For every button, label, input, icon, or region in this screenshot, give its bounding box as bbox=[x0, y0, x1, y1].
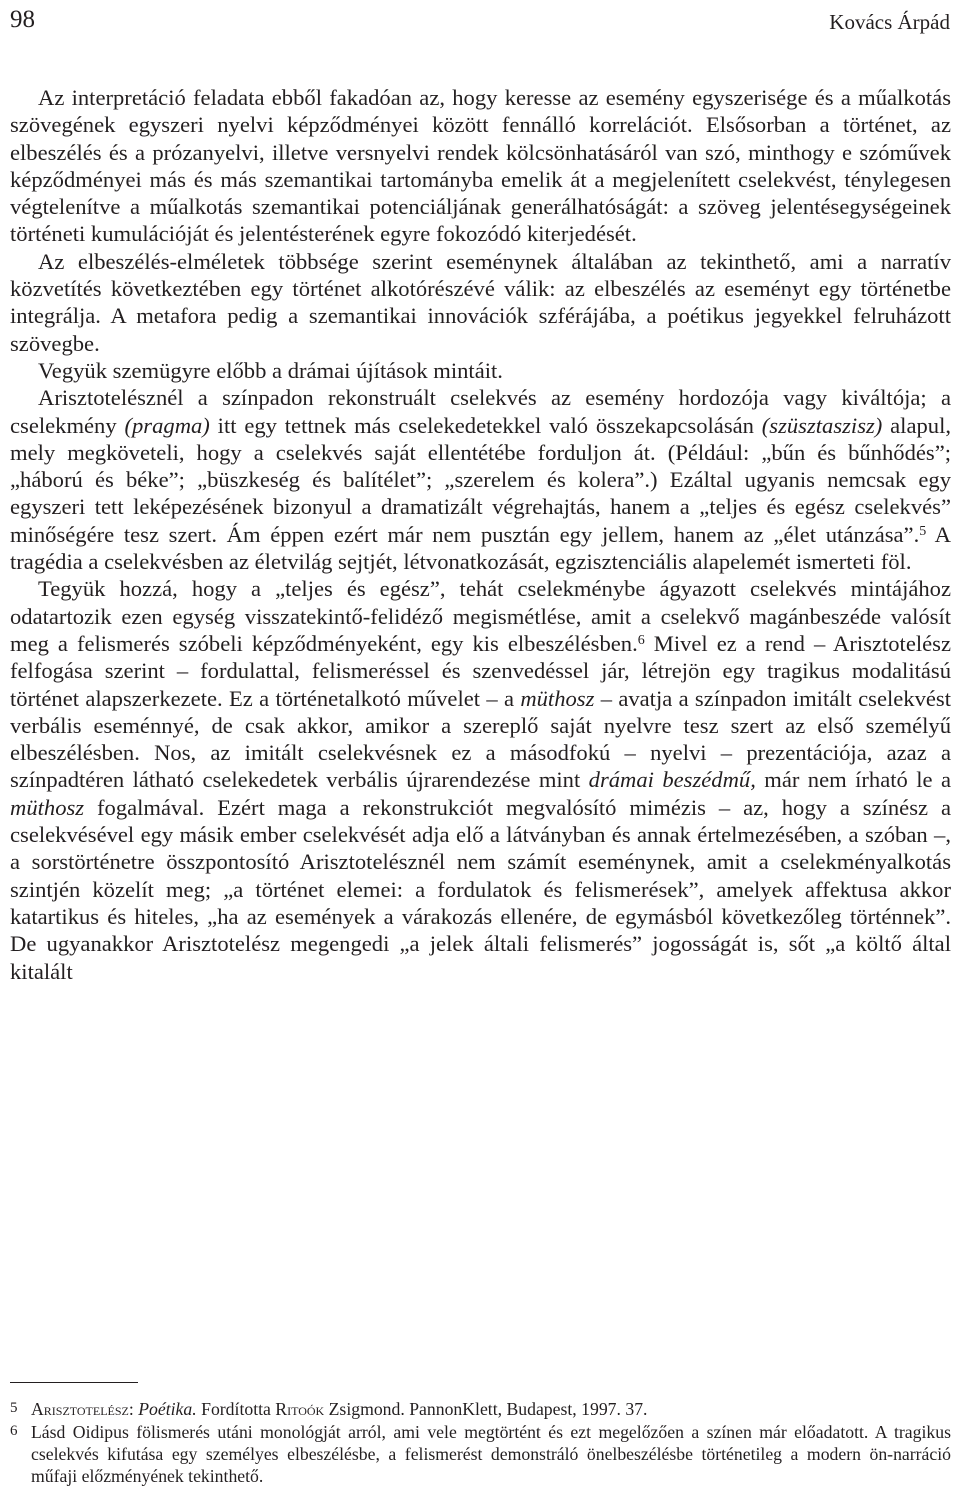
paragraph bbox=[10, 357, 951, 384]
page-number: 98 bbox=[10, 6, 35, 33]
footnote-separator bbox=[10, 1382, 138, 1383]
text-run: már nem írható le a bbox=[755, 767, 951, 793]
footnote-number: 5 bbox=[10, 1400, 18, 1416]
italic-term: müthosz bbox=[520, 685, 595, 711]
author-name: Arisztotelész bbox=[31, 1399, 129, 1419]
paragraph bbox=[10, 84, 951, 248]
text-run: – avatja a színpadon imitált cselekvést verbális eseménnyé, de csak akkor, amikor a szereplő saját nyelvre tesz szert az első személyű elbeszélésben. Nos, az imitált cselekvésnek ez a másodfokú – nyelvi – prezentációja, azaz a színpadtéren látható cselekedetek verbális újrarendezése mint bbox=[10, 685, 951, 793]
footnote bbox=[10, 1420, 951, 1487]
paragraph bbox=[10, 575, 951, 984]
italic-term: müthosz bbox=[10, 794, 85, 820]
page-header bbox=[0, 6, 960, 38]
text-run: Lásd Oidipus fölismerés utáni monológját arról, ami vele megtörtént és ezt megelőzően a színen már előadatott. A tragikus cselekvés kifutása egy személyes elbeszélésbe, a felismerést demonstráló önelbeszélésbe történetileg a modern ön-narráció műfaji előzményének tekinthető. bbox=[31, 1422, 951, 1486]
body-text bbox=[10, 84, 951, 985]
text-run: Vegyük szemügyre előbb a drámai újítások mintáit. bbox=[38, 357, 503, 383]
text-run: fogalmával. Ezért maga a rekonstrukciót megvalósító mimézis – az, hogy a színész a cselekvésével egy másik ember cselekvését adja elő a látványban és annak értelmezésében, a szóban –, a sorstörténetre összpontosító Arisztotelésznél nem számít eseménynek, amit a cselekményalkotás szintjén közelít meg; „a történet elemei: a fordulatok és felismerések”, amelyek affektusa akkor katartikus és hiteles, „ha az események a várakozás ellenére, de egymásból következőleg történnek”. De ugyanakkor Arisztotelész megengedi „a jelek általi felismerés” jogosságát is, sőt „a költő által kitalált bbox=[10, 794, 951, 984]
footnote-reference: 5 bbox=[919, 523, 927, 539]
text-run: Mivel ez a rend – Arisztotelész felfogása szerint – fordulattal, felismeréssel és szenvedéssel jár, létrejön egy tragikus modalitású történet alapszerkezete. Ez a történetalkotó művelet – a bbox=[10, 630, 951, 711]
text-run: A tragédia a cselekvésben az életvilág sejtjét, létvonatkozását, egzisztenciális alapelemét ismerteti föl. bbox=[10, 521, 951, 575]
footnote bbox=[10, 1397, 951, 1420]
italic-term: (pragma) bbox=[124, 412, 210, 438]
footnote-number: 6 bbox=[10, 1423, 18, 1439]
text-run: Az interpretáció feladata ebből fakadóan az, hogy keresse az esemény egyszerisége és a műalkotás szövegének egyszeri nyelvi képződményei között fennálló korrelációt. Elsősorban a történet, az elbeszélés és a prózanyelvi, illetve versnyelvi rendek kölcsönhatásáról van szó, minthogy e szóművek képződményei más és más szemantikai tartományba emelik át a megjelenített cselekvést, ténylegesen végtelenítve a műalkotás szemantikai potenciáljának generálhatóságát: a szöveg jelentésegységeinek történeti kumulációját és jelentésterének egyre fokozódó kiterjedését. bbox=[10, 85, 951, 247]
text-run: Fordította bbox=[196, 1399, 276, 1419]
text-run: itt egy tettnek más cselekedetekkel való összekapcsolásán bbox=[209, 412, 762, 438]
italic-term: drámai beszédmű, bbox=[588, 767, 756, 793]
text-run: Tegyük hozzá, hogy a „teljes és egész”, tehát cselekménybe ágyazott cselekvés mintájához odatartozik ezen egység visszatekintő-felidéző megismétlése, amit a cselekvő magánbeszéde valósít meg a felismerés szóbeli képződményeként, egy kis elbeszélésben. bbox=[10, 576, 951, 656]
author-name: Ritoók bbox=[275, 1399, 325, 1419]
text-run: Az elbeszélés-elméletek többsége szerint eseménynek általában az tekinthető, ami a narratív közvetítés következtében egy történet alkotórészévé válik: az elbeszélés az eseményt egy történetbe integrálja. A metafora pedig a szemantikai innovációk szférájába, a poétikus jegyekkel felruházott szövegbe. bbox=[10, 248, 951, 356]
text-run: Arisztotelésznél a színpadon rekonstruált cselekvés az esemény hordozója vagy kiváltója; a cselekmény bbox=[10, 385, 951, 438]
paragraph bbox=[10, 384, 951, 575]
running-head-author: Kovács Árpád bbox=[829, 10, 950, 34]
footnotes bbox=[10, 1397, 951, 1487]
text-run: Zsigmond. PannonKlett, Budapest, 1997. 37. bbox=[324, 1399, 648, 1419]
paragraph bbox=[10, 248, 951, 357]
italic-term: (szüsztaszisz) bbox=[761, 412, 883, 438]
italic-term: Poétika. bbox=[138, 1399, 197, 1419]
text-run: : bbox=[128, 1399, 139, 1419]
footnote-reference: 6 bbox=[637, 632, 645, 648]
text-run: alapul, mely megköveteli, hogy a cselekvés saját ellentétébe forduljon át. (Például: „bűn és bűnhődés”; „háború és béke”; „büszkeség és balítélet”; „szerelem és kolera”.) Ezáltal ugyanis nemcsak egy egyszeri tett leképezésének bizonyul a dramatizált végrehajtás, hanem a „teljes és egész cselekvés” minőségére tesz szert. Ám éppen ezért már nem pusztán egy jellem, hanem az „élet utánzása”. bbox=[10, 412, 952, 547]
